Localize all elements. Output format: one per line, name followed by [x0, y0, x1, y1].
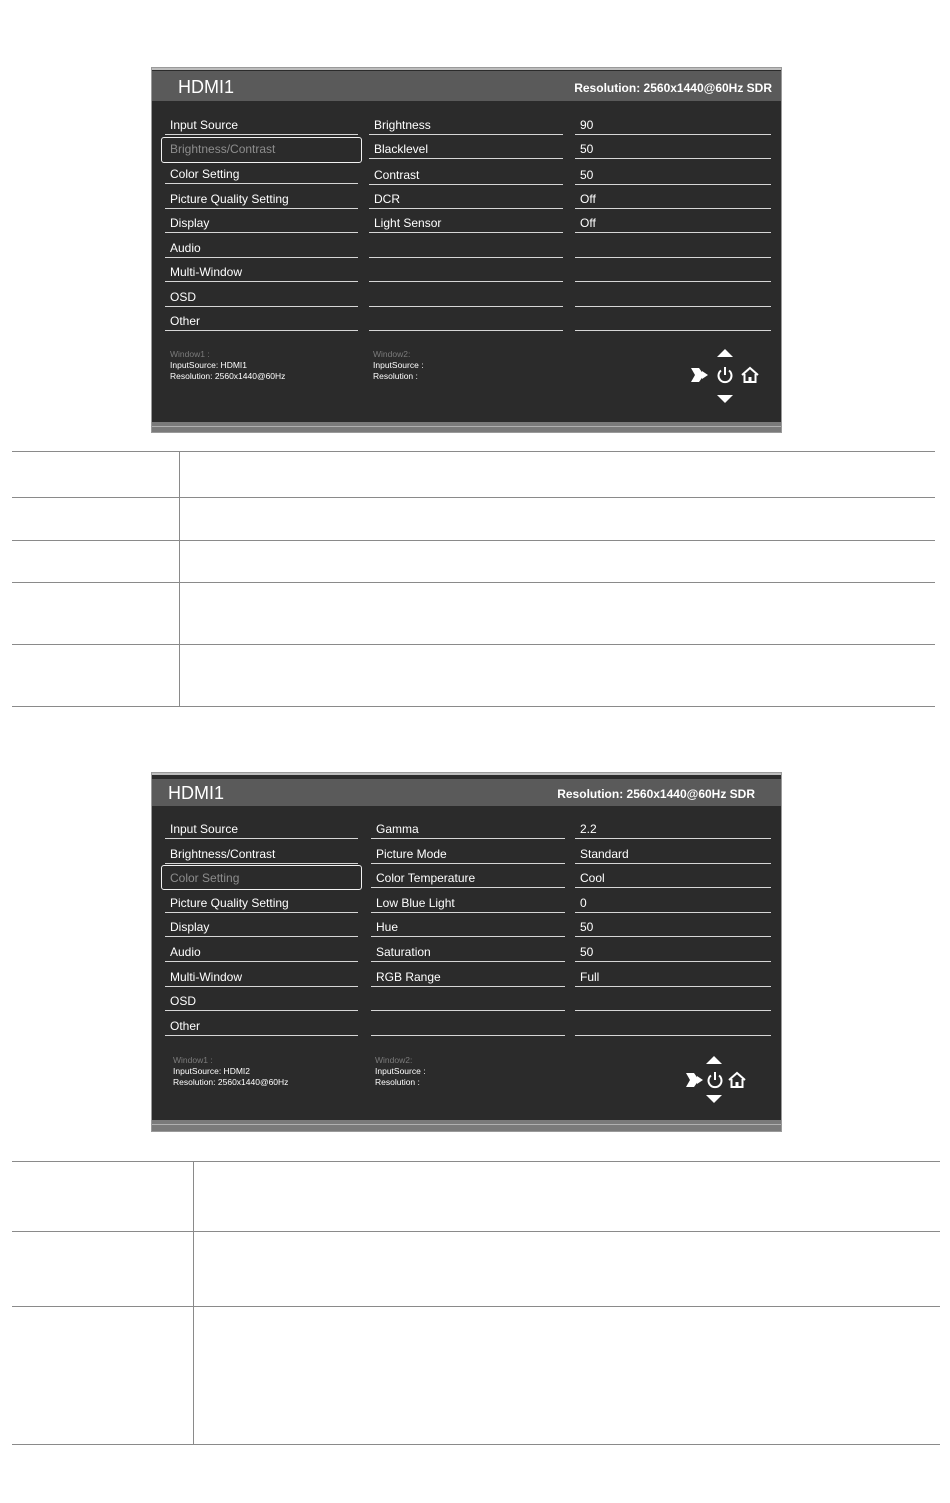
- menu-item-display[interactable]: Display: [165, 917, 358, 937]
- value-cell: Cool: [575, 868, 771, 888]
- submenu-item[interactable]: Saturation: [371, 942, 565, 962]
- window1-info: [173, 1055, 288, 1088]
- submenu-item[interactable]: Contrast: [369, 165, 563, 185]
- window2-label: Window2:: [373, 349, 411, 359]
- menu-item-picture-quality[interactable]: Picture Quality Setting: [165, 893, 358, 913]
- window2-resolution: Resolution :: [375, 1077, 420, 1087]
- osd-footer-bar: [152, 422, 781, 432]
- window1-resolution: Resolution: 2560x1440@60Hz: [170, 371, 286, 381]
- menu-item-audio[interactable]: Audio: [165, 942, 358, 962]
- menu-item-color-setting[interactable]: Color Setting: [170, 871, 240, 885]
- nav-keys: [688, 349, 768, 409]
- submenu-item[interactable]: Light Sensor: [369, 213, 563, 233]
- table-column-divider: [193, 1161, 194, 1444]
- resolution-readout: Resolution: 2560x1440@60Hz SDR: [557, 787, 755, 801]
- submenu-item[interactable]: RGB Range: [371, 967, 565, 987]
- description-table-2: [12, 1161, 940, 1447]
- nav-keys: [683, 1056, 763, 1116]
- osd-screen-brightness-contrast: [151, 67, 782, 433]
- submenu-item[interactable]: Color Temperature: [371, 868, 565, 888]
- window2-info: [375, 1055, 426, 1088]
- window1-label: Window1 :: [173, 1055, 213, 1065]
- value-cell: Standard: [575, 844, 771, 864]
- osd-header: [152, 779, 781, 806]
- submenu-item[interactable]: [369, 287, 563, 307]
- menu-item-audio[interactable]: Audio: [165, 238, 358, 258]
- submenu-item[interactable]: [369, 238, 563, 258]
- submenu-item[interactable]: [369, 311, 563, 331]
- menu-item-other[interactable]: Other: [165, 311, 358, 331]
- window2-input: InputSource :: [373, 360, 424, 370]
- menu-item-multi-window[interactable]: Multi-Window: [165, 967, 358, 987]
- value-cell: [575, 287, 771, 307]
- value-cell: 50: [575, 139, 771, 159]
- table-rule: [12, 497, 935, 498]
- input-source-title: HDMI1: [178, 77, 235, 97]
- power-icon[interactable]: [706, 1071, 724, 1089]
- window2-input: InputSource :: [375, 1066, 426, 1076]
- menu-item-input-source[interactable]: Input Source: [165, 115, 358, 135]
- header-rule: [152, 68, 781, 70]
- down-arrow-icon[interactable]: [717, 395, 733, 403]
- table-rule: [12, 540, 935, 541]
- header-rule: [152, 773, 781, 775]
- osd-header: [152, 71, 781, 101]
- value-cell: [575, 1016, 771, 1036]
- value-cell: Full: [575, 967, 771, 987]
- value-cell: Off: [575, 189, 771, 209]
- value-cell: Off: [575, 213, 771, 233]
- window1-label: Window1 :: [170, 349, 210, 359]
- submenu-item[interactable]: DCR: [369, 189, 563, 209]
- input-source-title: HDMI1: [168, 783, 225, 803]
- menu-item-brightness-contrast[interactable]: Brightness/Contrast: [165, 844, 358, 864]
- table-rule: [12, 706, 935, 707]
- up-arrow-icon[interactable]: [706, 1056, 722, 1064]
- menu-item-osd[interactable]: OSD: [165, 287, 358, 307]
- input-source-icon[interactable]: [685, 1071, 705, 1089]
- menu-item-multi-window[interactable]: Multi-Window: [165, 262, 358, 282]
- window1-input: InputSource: HDMI2: [173, 1066, 251, 1076]
- menu-item-brightness-contrast[interactable]: Brightness/Contrast: [170, 142, 276, 156]
- submenu-item[interactable]: [371, 991, 565, 1011]
- value-cell: 50: [575, 942, 771, 962]
- submenu-item[interactable]: Blacklevel: [369, 139, 563, 159]
- submenu-item[interactable]: Low Blue Light: [371, 893, 565, 913]
- power-icon[interactable]: [716, 366, 734, 384]
- table-rule: [12, 1161, 940, 1162]
- up-arrow-icon[interactable]: [717, 349, 733, 357]
- window2-resolution: Resolution :: [373, 371, 418, 381]
- resolution-readout: Resolution: 2560x1440@60Hz SDR: [574, 81, 772, 95]
- table-rule: [12, 644, 935, 645]
- input-source-icon[interactable]: [690, 366, 710, 384]
- value-cell: 0: [575, 893, 771, 913]
- value-cell: [575, 991, 771, 1011]
- table-column-divider: [179, 451, 180, 706]
- table-rule: [12, 582, 935, 583]
- value-cell: [575, 311, 771, 331]
- value-cell: 2.2: [575, 819, 771, 839]
- selection-highlight: [161, 865, 362, 890]
- value-cell: [575, 262, 771, 282]
- value-cell: 50: [575, 165, 771, 185]
- menu-item-input-source[interactable]: Input Source: [165, 819, 358, 839]
- value-cell: 90: [575, 115, 771, 135]
- table-rule: [12, 1231, 940, 1232]
- submenu-item[interactable]: Brightness: [369, 115, 563, 135]
- submenu-item[interactable]: [371, 1016, 565, 1036]
- home-icon[interactable]: [727, 1071, 747, 1089]
- window1-info: [170, 349, 285, 382]
- osd-footer-bar: [152, 1120, 781, 1131]
- selection-highlight: [161, 137, 362, 163]
- menu-item-other[interactable]: Other: [165, 1016, 358, 1036]
- window1-input: InputSource: HDMI1: [170, 360, 248, 370]
- menu-item-color-setting[interactable]: Color Setting: [165, 164, 358, 184]
- value-cell: [575, 238, 771, 258]
- window2-label: Window2:: [375, 1055, 413, 1065]
- osd-screen-color-setting: [151, 772, 782, 1132]
- menu-item-osd[interactable]: OSD: [165, 991, 358, 1011]
- table-rule: [12, 1444, 940, 1445]
- table-rule: [12, 451, 935, 452]
- value-cell: 50: [575, 917, 771, 937]
- down-arrow-icon[interactable]: [706, 1095, 722, 1103]
- menu-item-picture-quality[interactable]: Picture Quality Setting: [165, 189, 358, 209]
- submenu-item[interactable]: Gamma: [371, 819, 565, 839]
- home-icon[interactable]: [740, 366, 760, 384]
- window1-resolution: Resolution: 2560x1440@60Hz: [173, 1077, 289, 1087]
- submenu-item[interactable]: Hue: [371, 917, 565, 937]
- submenu-item[interactable]: [369, 262, 563, 282]
- table-rule: [12, 1306, 940, 1307]
- submenu-item[interactable]: Picture Mode: [371, 844, 565, 864]
- description-table-1: [12, 451, 935, 708]
- menu-item-display[interactable]: Display: [165, 213, 358, 233]
- window2-info: [373, 349, 424, 382]
